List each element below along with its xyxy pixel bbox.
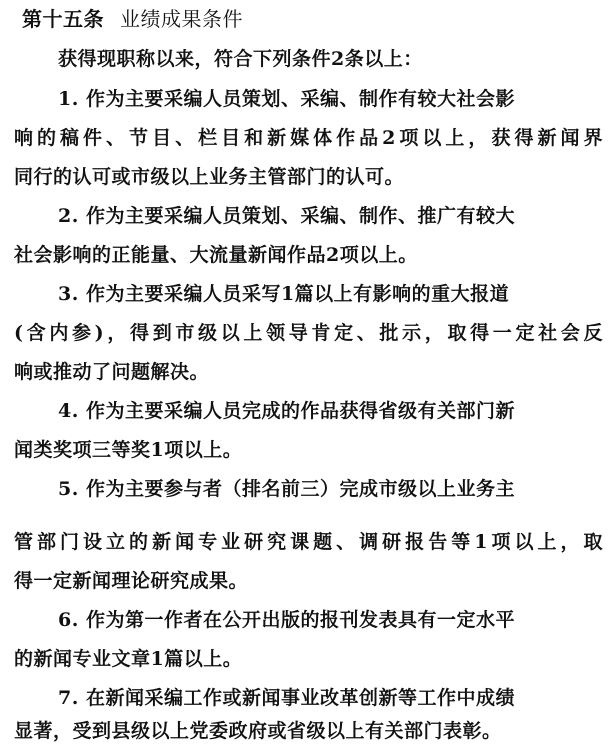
item-5-line-3: 得一定新闻理论研究成果。 xyxy=(14,570,249,592)
article-number: 第十五条 xyxy=(22,7,104,31)
item-1-line-2: 响的稿件、节目、栏目和新媒体作品2项以上，获得新闻界 xyxy=(14,127,603,149)
item-5-line-2: 管部门设立的新闻专业研究课题、调研报告等1项以上，取 xyxy=(14,531,603,553)
item-2-line-1: 2. 作为主要采编人员策划、采编、制作、推广有较大 xyxy=(58,205,515,227)
item-3-line-3: 响或推动了问题解决。 xyxy=(14,361,210,383)
item-3-line-1: 3. 作为主要采编人员采写1篇以上有影响的重大报道 xyxy=(58,283,510,305)
item-4-line-1: 4. 作为主要采编人员完成的作品获得省级有关部门新 xyxy=(58,400,515,422)
item-6-line-1: 6. 作为第一作者在公开出版的报刊发表具有一定水平 xyxy=(58,609,515,631)
item-3-line-2: (含内参)，得到市级以上领导肯定、批示，取得一定社会反 xyxy=(14,322,603,344)
item-5-line-1: 5. 作为主要参与者（排名前三）完成市级以上业务主 xyxy=(58,478,515,500)
item-7-line-2: 显著，受到县级以上党委政府或省级以上有关部门表彰。 xyxy=(14,720,502,742)
article-title: 业绩成果条件 xyxy=(120,7,243,31)
item-1-line-1: 1. 作为主要采编人员策划、采编、制作有较大社会影 xyxy=(58,88,515,110)
item-7-line-1: 7. 在新闻采编工作或新闻事业改革创新等工作中成绩 xyxy=(58,687,515,709)
item-1-line-3: 同行的认可或市级以上业务主管部门的认可。 xyxy=(14,166,405,188)
item-2-line-2: 社会影响的正能量、大流量新闻作品2项以上。 xyxy=(14,244,418,266)
item-4-line-2: 闻类奖项三等奖1项以上。 xyxy=(14,439,243,461)
intro-text: 获得现职称以来，符合下列条件2条以上： xyxy=(58,48,423,70)
item-6-line-2: 的新闻专业文章1篇以上。 xyxy=(14,648,243,670)
article-heading xyxy=(22,6,243,32)
